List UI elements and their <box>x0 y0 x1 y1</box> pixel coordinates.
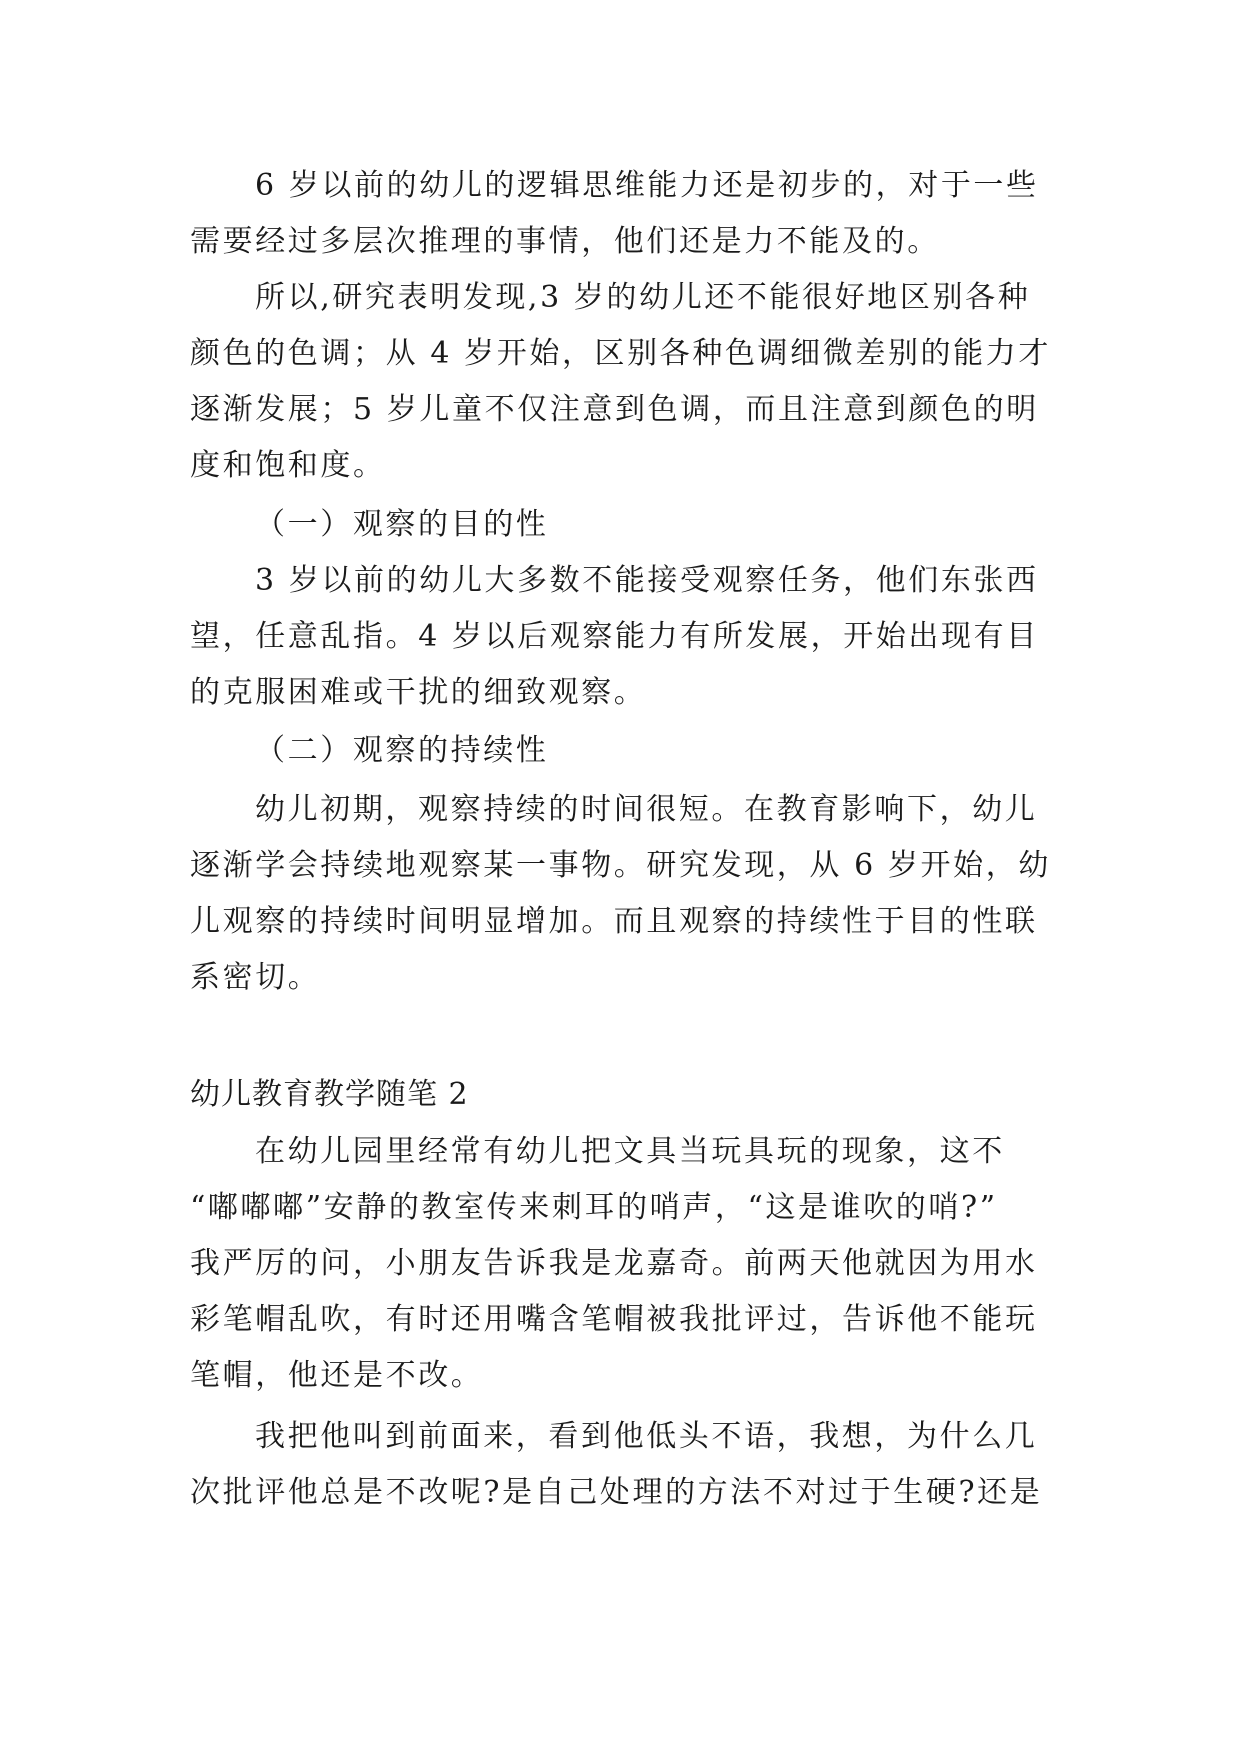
paragraph-5-line-2: “嘟嘟嘟”安静的教室传来刺耳的哨声，“这是谁吹的哨?” <box>190 1190 998 1225</box>
paragraph-5-line-1: 在幼儿园里经常有幼儿把文具当玩具玩的现象，这不 <box>255 1134 1005 1169</box>
paragraph-2-line-1: 所以,研究表明发现,3 岁的幼儿还不能很好地区别各种 <box>255 280 1031 315</box>
paragraph-5-line-3: 我严厉的问，小朋友告诉我是龙嘉奇。前两天他就因为用水 <box>190 1246 1038 1281</box>
paragraph-3-line-3: 的克服困难或干扰的细致观察。 <box>190 675 647 710</box>
paragraph-3-line-1: 3 岁以前的幼儿大多数不能接受观察任务，他们东张西 <box>255 563 1039 598</box>
paragraph-4-line-3: 儿观察的持续时间明显增加。而且观察的持续性于目的性联 <box>190 904 1038 939</box>
paragraph-2-line-4: 度和饱和度。 <box>190 448 386 483</box>
paragraph-1-line-2: 需要经过多层次推理的事情，他们还是力不能及的。 <box>190 224 940 259</box>
essay-title: 幼儿教育教学随笔 2 <box>190 1077 469 1112</box>
paragraph-5-line-4: 彩笔帽乱吹，有时还用嘴含笔帽被我批评过，告诉他不能玩 <box>190 1302 1038 1337</box>
paragraph-5-line-5: 笔帽，他还是不改。 <box>190 1358 484 1393</box>
paragraph-4-line-1: 幼儿初期，观察持续的时间很短。在教育影响下，幼儿 <box>255 792 1038 827</box>
paragraph-3-line-2: 望，任意乱指。4 岁以后观察能力有所发展，开始出现有目 <box>190 619 1039 654</box>
paragraph-4-line-4: 系密切。 <box>190 960 321 995</box>
paragraph-2-line-2: 颜色的色调；从 4 岁开始，区别各种色调细微差别的能力才 <box>190 336 1051 371</box>
section-heading-purpose: （一）观察的目的性 <box>255 507 549 542</box>
paragraph-4-line-2: 逐渐学会持续地观察某一事物。研究发现，从 6 岁开始，幼 <box>190 848 1051 883</box>
paragraph-6-line-1: 我把他叫到前面来，看到他低头不语，我想，为什么几 <box>255 1419 1038 1454</box>
paragraph-6-line-2: 次批评他总是不改呢?是自己处理的方法不对过于生硬?还是 <box>190 1475 1043 1510</box>
section-heading-duration: （二）观察的持续性 <box>255 733 549 768</box>
paragraph-2-line-3: 逐渐发展；5 岁儿童不仅注意到色调，而且注意到颜色的明 <box>190 392 1039 427</box>
paragraph-1-line-1: 6 岁以前的幼儿的逻辑思维能力还是初步的，对于一些 <box>255 168 1039 203</box>
